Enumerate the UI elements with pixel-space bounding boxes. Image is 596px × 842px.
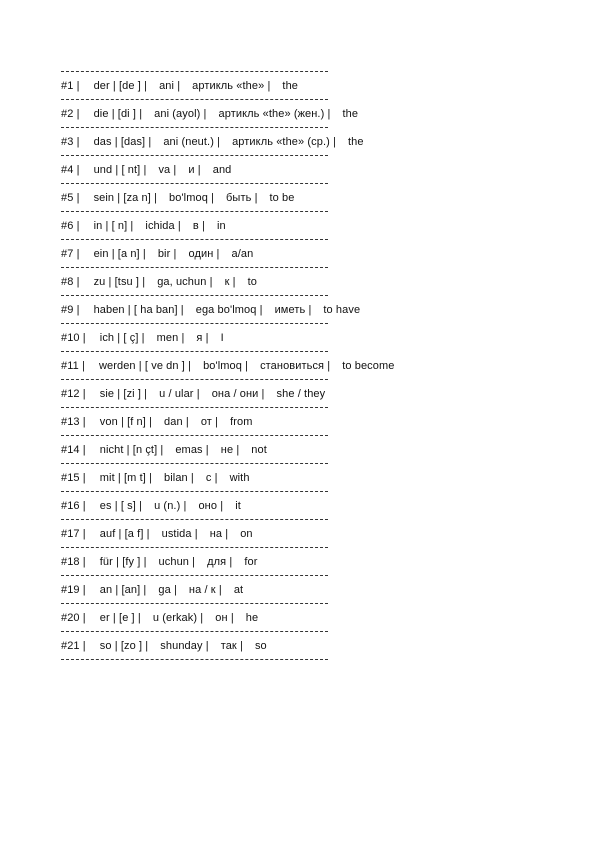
english-translation: with [229,471,250,484]
list-item [61,296,541,323]
russian-translation: я | [196,331,209,344]
german-word: ein | [a n] | [93,247,146,260]
list-item [61,408,541,435]
russian-translation: один | [188,247,220,260]
english-translation: a/an [231,247,254,260]
list-item [61,100,541,127]
uzbek-translation: bo'lmoq | [169,191,215,204]
list-item [61,352,541,379]
uzbek-translation: u (erkak) | [152,611,204,624]
german-word: haben | [ ha ban] | [93,303,184,316]
uzbek-translation: u (n.) | [154,499,187,512]
entry-number: #3 | [61,135,80,148]
german-word: auf | [a f] | [99,527,150,540]
entry-number: #11 | [61,359,85,372]
russian-translation: от | [200,415,219,428]
uzbek-translation: u / ular | [159,387,200,400]
uzbek-translation: uchun | [158,555,196,568]
english-translation: the [348,135,364,148]
uzbek-translation: bir | [157,247,177,260]
uzbek-translation: ichida | [145,219,181,232]
german-word: das | [das] | [93,135,152,148]
list-item [61,436,541,463]
english-translation: the [282,79,299,92]
entry-number: #10 | [61,331,86,344]
entry-number: #18 | [61,555,86,568]
english-translation: he [245,611,259,624]
list-item [61,184,541,211]
word-list [61,71,541,660]
english-translation: it [235,499,241,512]
entry-number: #6 | [61,219,80,232]
english-translation: on [240,527,253,540]
entry-number: #14 | [61,443,86,456]
english-translation: not [251,443,267,456]
uzbek-translation: men | [156,331,185,344]
list-item [61,604,541,631]
english-translation: so [254,639,267,652]
german-word: mit | [m t] | [99,471,153,484]
russian-translation: артикль «the» (ср.) | [232,135,337,148]
russian-translation: быть | [226,191,258,204]
russian-translation: так | [220,639,243,652]
english-translation: from [230,415,253,428]
russian-translation: иметь | [274,303,312,316]
english-translation: and [212,163,232,176]
english-translation: to have [323,303,361,316]
entry-number: #8 | [61,275,80,288]
uzbek-translation: shunday | [160,639,209,652]
entry-number: #5 | [61,191,80,204]
german-word: er | [e ] | [99,611,141,624]
uzbek-translation: ani (neut.) | [163,135,221,148]
list-item [61,128,541,155]
uzbek-translation: emas | [175,443,209,456]
english-translation: to [247,275,257,288]
list-item [61,632,541,659]
uzbek-translation: ga, uchun | [157,275,213,288]
entry-number: #12 | [61,387,86,400]
russian-translation: она / они | [211,387,265,400]
german-word: für | [fy ] | [99,555,147,568]
row-divider [61,659,328,660]
entry-number: #2 | [61,107,80,120]
german-word: sie | [zi ] | [99,387,148,400]
russian-translation: не | [220,443,240,456]
uzbek-translation: ega bo'lmoq | [195,303,263,316]
list-item [61,520,541,547]
russian-translation: и | [188,163,201,176]
entry-number: #16 | [61,499,86,512]
russian-translation: к | [224,275,236,288]
entry-number: #13 | [61,415,86,428]
entry-number: #1 | [61,79,80,92]
german-word: die | [di ] | [93,107,143,120]
english-translation: to become [342,359,395,372]
entry-number: #20 | [61,611,86,624]
russian-translation: для | [207,555,233,568]
russian-translation: на / к | [188,583,222,596]
german-word: und | [ nt] | [93,163,147,176]
english-translation: the [342,107,359,120]
english-translation: to be [269,191,295,204]
german-word: sein | [za n] | [93,191,158,204]
uzbek-translation: ustida | [161,527,198,540]
german-word: nicht | [n çt] | [99,443,164,456]
list-item [61,72,541,99]
list-item [61,380,541,407]
russian-translation: на | [209,527,229,540]
list-item [61,548,541,575]
uzbek-translation: ga | [158,583,177,596]
uzbek-translation: va | [158,163,177,176]
list-item [61,324,541,351]
english-translation: she / they [276,387,326,400]
entry-number: #19 | [61,583,86,596]
list-item [61,240,541,267]
russian-translation: артикль «the» | [192,79,271,92]
uzbek-translation: ani | [159,79,181,92]
russian-translation: оно | [198,499,224,512]
entry-number: #21 | [61,639,86,652]
german-word: an | [an] | [99,583,147,596]
german-word: in | [ n] | [93,219,134,232]
list-item [61,576,541,603]
german-word: von | [f n] | [99,415,153,428]
entry-number: #7 | [61,247,80,260]
list-item [61,464,541,491]
entry-number: #9 | [61,303,80,316]
german-word: werden | [ ve dn ] | [98,359,192,372]
russian-translation: он | [215,611,234,624]
russian-translation: становиться | [260,359,331,372]
english-translation: at [233,583,244,596]
entry-number: #15 | [61,471,86,484]
entry-number: #17 | [61,527,86,540]
german-word: es | [ s] | [99,499,143,512]
entry-number: #4 | [61,163,80,176]
german-word: der | [de ] | [93,79,148,92]
english-translation: in [216,219,226,232]
russian-translation: в | [192,219,205,232]
german-word: zu | [tsu ] | [93,275,146,288]
list-item [61,212,541,239]
german-word: ich | [ ç] | [99,331,145,344]
list-item [61,156,541,183]
german-word: so | [zo ] | [99,639,149,652]
russian-translation: с | [205,471,218,484]
uzbek-translation: dan | [164,415,189,428]
english-translation: I [220,331,224,344]
uzbek-translation: ani (ayol) | [154,107,207,120]
uzbek-translation: bo'lmoq | [203,359,249,372]
list-item [61,492,541,519]
uzbek-translation: bilan | [164,471,194,484]
russian-translation: артикль «the» (жен.) | [218,107,331,120]
english-translation: for [244,555,258,568]
list-item [61,268,541,295]
